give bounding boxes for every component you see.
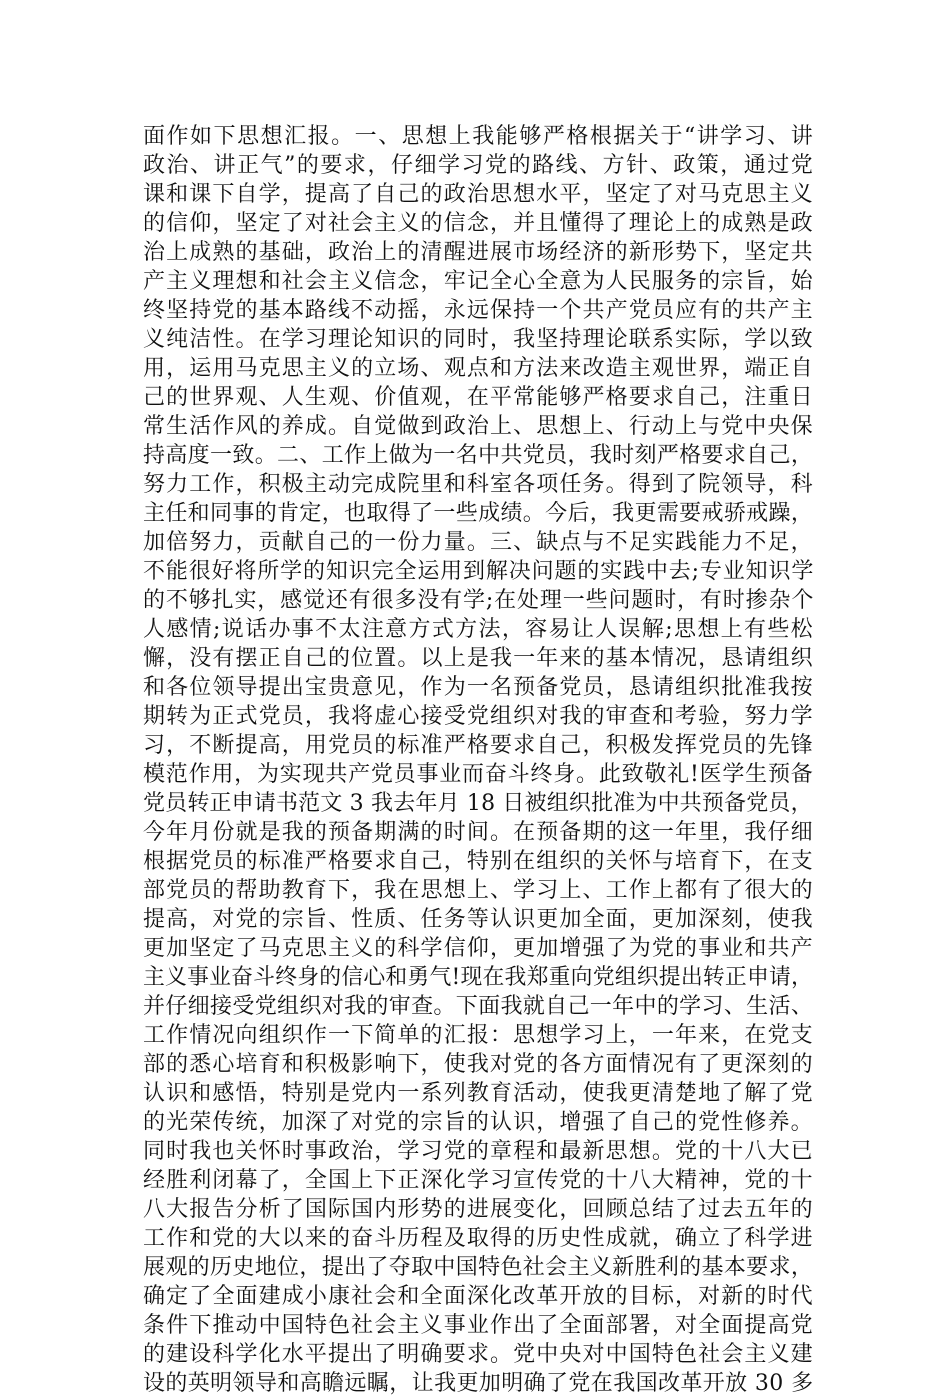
text-line: 常生活作风的养成。自觉做到政治上、思想上、行动上与党中央保 xyxy=(143,414,814,439)
text-line: 确定了全面建成小康社会和全面深化改革开放的目标，对新的时代 xyxy=(143,1284,814,1309)
text-line: 八大报告分析了国际国内形势的进展变化，回顾总结了过去五年的 xyxy=(143,1197,814,1222)
text-line: 工作情况向组织作一下简单的汇报：思想学习上，一年来，在党支 xyxy=(143,1023,814,1048)
text-line: 懈，没有摆正自己的位置。以上是我一年来的基本情况，恳请组织 xyxy=(143,646,814,671)
body-text xyxy=(143,122,813,1398)
text-line: 模范作用，为实现共产党员事业而奋斗终身。此致敬礼!医学生预备 xyxy=(143,762,814,787)
text-line: 提高，对党的宗旨、性质、任务等认识更加全面，更加深刻，使我 xyxy=(143,907,814,932)
text-line: 努力工作，积极主动完成院里和科室各项任务。得到了院领导，科 xyxy=(143,472,814,497)
text-line: 设的英明领导和高瞻远瞩，让我更加明确了党在我国改革开放 30 多 xyxy=(143,1371,814,1396)
text-line: 今年月份就是我的预备期满的时间。在预备期的这一年里，我仔细 xyxy=(143,820,814,845)
text-line: 并仔细接受党组织对我的审查。下面我就自己一年中的学习、生活、 xyxy=(143,994,814,1019)
text-line: 展观的历史地位，提出了夺取中国特色社会主义新胜利的基本要求， xyxy=(143,1255,814,1280)
text-line: 终坚持党的基本路线不动摇，永远保持一个共产党员应有的共产主 xyxy=(143,298,814,323)
text-line: 工作和党的大以来的奋斗历程及取得的历史性成就，确立了科学进 xyxy=(143,1226,814,1251)
text-line: 人感情;说话办事不太注意方式方法，容易让人误解;思想上有些松 xyxy=(143,617,815,642)
text-line: 加倍努力，贡献自己的一份力量。三、缺点与不足实践能力不足， xyxy=(143,530,814,555)
text-line: 的光荣传统，加深了对党的宗旨的认识，增强了自己的党性修养。 xyxy=(143,1110,814,1135)
text-line: 的建设科学化水平提出了明确要求。党中央对中国特色社会主义建 xyxy=(143,1342,814,1367)
text-line: 部的悉心培育和积极影响下，使我对党的各方面情况有了更深刻的 xyxy=(143,1052,814,1077)
text-line: 不能很好将所学的知识完全运用到解决问题的实践中去;专业知识学 xyxy=(143,559,815,584)
text-line: 产主义理想和社会主义信念，牢记全心全意为人民服务的宗旨，始 xyxy=(143,269,814,294)
text-line: 面作如下思想汇报。一、思想上我能够严格根据关于“讲学习、讲 xyxy=(143,124,815,149)
text-line: 的信仰，坚定了对社会主义的信念，并且懂得了理论上的成熟是政 xyxy=(143,211,814,236)
text-line: 和各位领导提出宝贵意见，作为一名预备党员，恳请组织批准我按 xyxy=(143,675,814,700)
text-line: 课和课下自学，提高了自己的政治思想水平，坚定了对马克思主义 xyxy=(143,182,814,207)
text-line: 条件下推动中国特色社会主义事业作出了全面部署，对全面提高党 xyxy=(143,1313,814,1338)
text-line: 党员转正申请书范文 3 我去年月 18 日被组织批准为中共预备党员， xyxy=(143,791,813,816)
text-line: 主任和同事的肯定，也取得了一些成绩。今后，我更需要戒骄戒躁， xyxy=(143,501,814,526)
text-line: 持高度一致。二、工作上做为一名中共党员，我时刻严格要求自己， xyxy=(143,443,814,468)
text-line: 认识和感悟，特别是党内一系列教育活动，使我更清楚地了解了党 xyxy=(143,1081,814,1106)
text-line: 同时我也关怀时事政治，学习党的章程和最新思想。党的十八大已 xyxy=(143,1139,814,1164)
text-line: 的不够扎实，感觉还有很多没有学;在处理一些问题时，有时掺杂个 xyxy=(143,588,815,613)
text-line: 部党员的帮助教育下，我在思想上、学习上、工作上都有了很大的 xyxy=(143,878,814,903)
text-line: 经胜利闭幕了，全国上下正深化学习宣传党的十八大精神，党的十 xyxy=(143,1168,814,1193)
text-line: 期转为正式党员，我将虚心接受党组织对我的审查和考验，努力学 xyxy=(143,704,814,729)
text-line: 用，运用马克思主义的立场、观点和方法来改造主观世界，端正自 xyxy=(143,356,814,381)
text-line: 更加坚定了马克思主义的科学信仰，更加增强了为党的事业和共产 xyxy=(143,936,814,961)
text-line: 习，不断提高，用党员的标准严格要求自己，积极发挥党员的先锋 xyxy=(143,733,814,758)
text-line: 己的世界观、人生观、价值观，在平常能够严格要求自己，注重日 xyxy=(143,385,814,410)
text-line: 主义事业奋斗终身的信心和勇气!现在我郑重向党组织提出转正申请， xyxy=(143,965,814,990)
text-line: 政治、讲正气”的要求，仔细学习党的路线、方针、政策，通过党 xyxy=(143,153,815,178)
text-line: 根据党员的标准严格要求自己，特别在组织的关怀与培育下，在支 xyxy=(143,849,814,874)
text-line: 义纯洁性。在学习理论知识的同时，我坚持理论联系实际，学以致 xyxy=(143,327,814,352)
text-line: 治上成熟的基础，政治上的清醒进展市场经济的新形势下，坚定共 xyxy=(143,240,814,265)
